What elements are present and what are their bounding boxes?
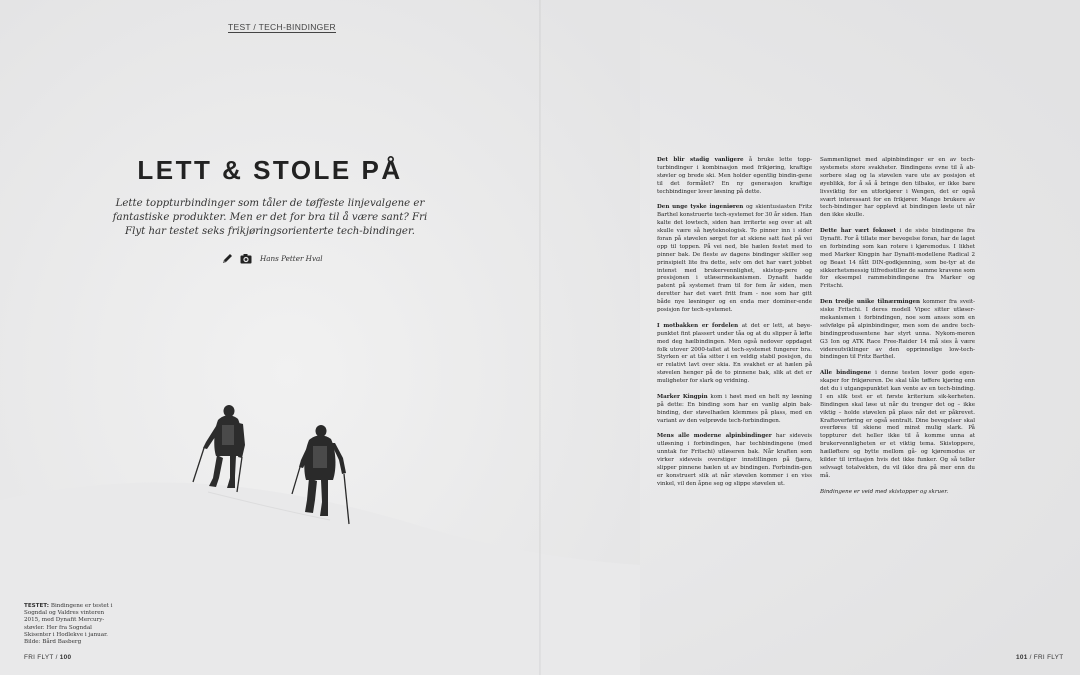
article-column-1 — [657, 157, 812, 496]
paragraph-lead-in: Mens alle moderne alpinbindinger — [657, 433, 772, 440]
paragraph — [657, 157, 812, 197]
photo-caption — [24, 603, 119, 646]
pen-icon — [222, 253, 234, 264]
paragraph — [820, 299, 975, 362]
paragraph-lead-in: Marker Kingpin — [657, 393, 708, 400]
folio-left-page: 100 — [59, 654, 72, 661]
paragraph — [657, 433, 812, 488]
camera-icon — [240, 253, 252, 264]
paragraph-text: i denne testen lover gode egen-skaper for frikjøreren. De skal tåle tøffere kjøring enn det du i utgangspunktet kan vente av en tech-binding. I en slik test er et første kriterium sik-kerheten. Bindingen skal løse ut når du trenger det og – ikke viktig – holde støvelen på plass når det er påkrevet. Kraftoverføring er også sentralt. Dine bevegelser skal overføres til skiene med minst mulig slark. På toppturer det heller ikke til å komme unna at brukervennligheten er et viktig tema. Skistoppere, hælløftere og bytte mellom gå- og kjøremodus er kilder til irritasjon hvis det ikke funker. Og så teller selvsagt totalvekten, du vil ikke dra på mer enn du må. — [820, 370, 975, 479]
folio-right-magazine: FRI FLYT — [1033, 654, 1064, 661]
folio-right-page: 101 — [1016, 654, 1028, 661]
caption-text: Bindingene er testet i Sogndal og Valdres vinteren 2015, med Dynafit Mercury-støvler. Her fra Sogndal Skisenter i Hodlekve i januar. Bilde: Bård Basberg — [24, 603, 113, 646]
paragraph-lead-in: Dette har vært fokuset — [820, 228, 897, 235]
paragraph-lead-in: Den unge tyske ingeniøren — [657, 204, 744, 211]
article-column-2 — [820, 157, 975, 504]
paragraph-text: har sideveis utløsning i forbindingen, har techbindingene (med unntak for Fritschi) utløseren bak. Når kraften som virker sideveis overstiger innstillingen på fjæra, slipper pinnene hælen ut av bindingen. Forbindin-gen er konstruert slik at når støvelen kommer i en viss vinkel, vil den åpne seg og slippe støvelen ut. — [657, 433, 812, 487]
paragraph — [820, 228, 975, 291]
paragraph-text: å bruke lette topp-turbindinger i kombinasjon med frikjøring, kraftige støvler og brede ski. Men holder egentlig bindin-gene til det formålet? En ny generasjon kraftige techbindinger lover løsning på dette. — [657, 157, 812, 195]
byline — [222, 253, 382, 264]
paragraph-text: at det er lett, at bøye-punktet fint plassert under tåa og at du slipper å løfte med deg hælbindingen. Men også nedover oppdaget folk utover 2000-tallet at tech-systemet fungerer bra. Styrken er at tåa sitter i en veldig stabil posisjon, du er relativt lavt over skia. En svakhet er at hælen på støvelen henger på de to pinnene bak, slik at det er muligheter for slark og vridning. — [657, 322, 813, 385]
article-headline: LETT & STOLE PÅ — [137, 155, 403, 185]
paragraph-lead-in: Den tredje unike tilnærmingen — [820, 299, 921, 306]
paragraph — [820, 370, 975, 481]
paragraph-text: i de siste bindingene fra Dynafit. For å tillate mer bevegelse foran, har de laget en forbinding som kan rotere i kjøremodus. I likhet med Marker Kingpin har Dynafit-modellene Radical 2 og Beast 14 fått DIN-godkjenning, som be-tyr at de sikkerhetsmessig tilfredsstiller de samme kravene som for eksempel rammebindingene fra Marker og Fritschi. — [820, 228, 975, 290]
folio-right — [1016, 654, 1063, 661]
paragraph-text: Sammenlignet med alpinbindinger er en av tech-systemets store svakheter. Bindingens evne til å ab-sorbere slag og la støvelen vare ute av posisjon et øyeblikk, for å så å bringe den tilbake, er ikke bare livsviktig for en utforkjører i Wengen, det er også svært interessant for en frikjører. Mange brukere av tech-bindinger har opplevd at bindingen løste ut når den ikke skulle. — [820, 157, 975, 219]
folio-left-magazine: FRI FLYT — [24, 654, 54, 661]
folio-right-separator: / — [1029, 654, 1032, 661]
article-lead: Lette toppturbindinger som tåler de tøffeste linjevalgene er fantastiske produkter. Men er det for bra til å være sant? Fri Flyt har testet seks frikjøringsorienterte tech-bindinger. — [112, 198, 428, 237]
folio-left-separator: / — [55, 654, 58, 661]
paragraph-lead-in: I motbakken er fordelen — [657, 322, 739, 329]
paragraph-lead-in: Alle bindingene — [820, 370, 872, 377]
paragraph — [657, 394, 812, 426]
paragraph-lead-in: Det blir stadig vanligere — [657, 157, 744, 163]
paragraph-text: kommer fra sveit-siske Fritschi. I deres modell Vipec sitter utløser-mekanismen i forbindingen, noe som anses som en selvfølge på alpinbindinger, men som de andre tech-bindingprodusentene har styrt unna. Nykom-meren G3 Ion og ATK Race Free-Raider 14 må sies å være videreutviklinger av den opprinnelige low-tech-bindingen til Fritz Barthel. — [820, 299, 975, 361]
folio-left — [24, 654, 71, 661]
article-signoff: Bindingene er veid med skistopper og skruer. — [820, 488, 949, 495]
paragraph — [820, 157, 975, 220]
author-name: Hans Petter Hval — [260, 254, 323, 263]
magazine-spine — [539, 0, 541, 675]
section-tag[interactable]: TEST / TECH-BINDINGER — [228, 22, 336, 32]
paragraph — [657, 204, 812, 315]
caption-label: TESTET: — [24, 603, 50, 609]
paragraph-text: kom i høst med en helt ny løsning på dette: En binding som har en vanlig alpin bak-binding, der støvelhælen klemmes på plass, med en variant av den velprøvde tech-forbindingen. — [657, 393, 812, 424]
paragraph — [657, 323, 812, 386]
paragraph-text: og skientusiasten Fritz Barthel konstruerte tech-systemet for 30 år siden. Han kalte det lowtech, siden han irriterte seg over at alt skulle være så høyteknologisk. To pinner inn i sider foran på støvelen sørget for at skiene satt fast på vei opp til toppen. På vei ned, ble hælen festet med to pinner bak. De fleste av dagens bindinger skiller seg prinsipielt lite fra dette, selv om det har vært jobbet intenst med brukervennlighet, skistop-pere og presisjonen i utløsermekanismen. Dynafit hadde patent på systemet fram til for fem år siden, men deretter har det vært fritt fram - noe som har gitt både nye løsninger og en enda mer dominer-ende posisjon for tech-systemet. — [657, 204, 812, 314]
